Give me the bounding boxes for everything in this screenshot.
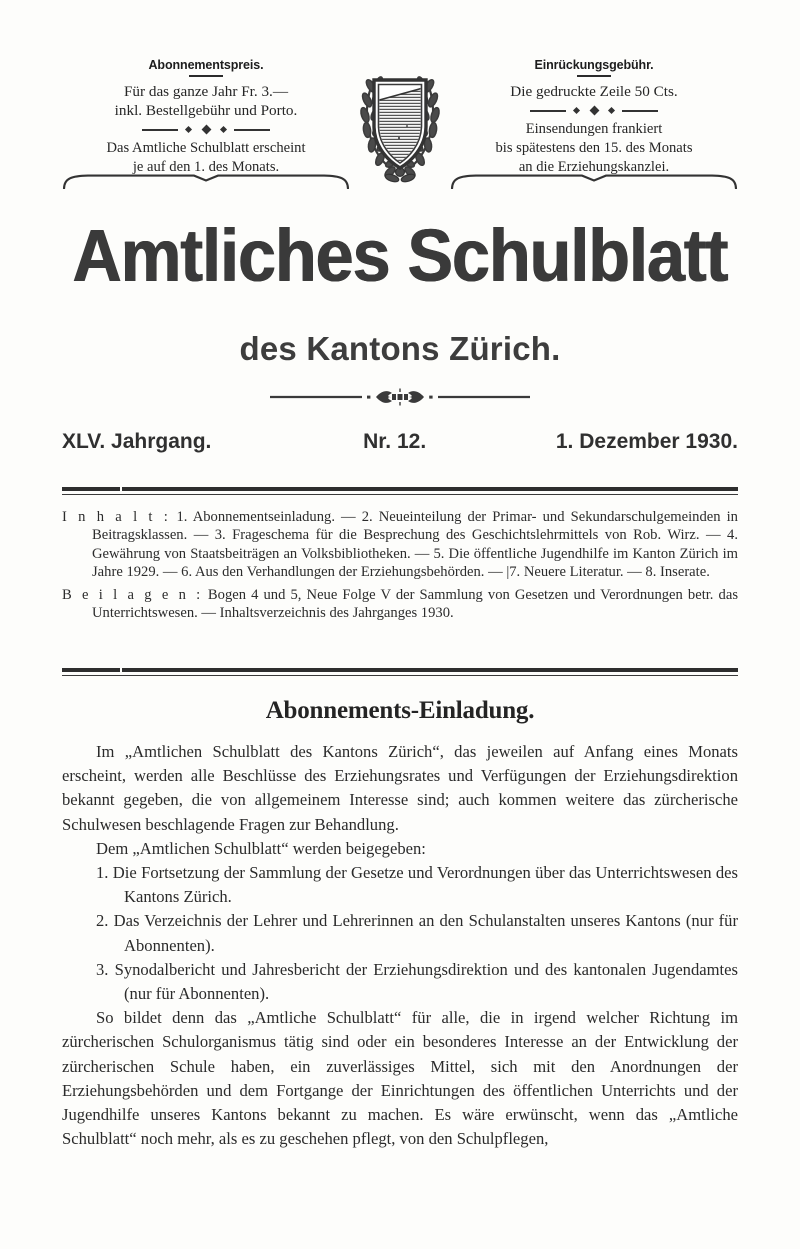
contents-block <box>62 508 738 626</box>
inhalt-label: I n h a l t : <box>62 509 171 525</box>
insertion-fee-heading: Einrückungsgebühr. <box>534 58 654 72</box>
fleuron-divider <box>0 388 800 411</box>
submission-note-line-3: an die Erziehungskanzlei. <box>518 159 670 175</box>
list-item-text: Synodalbericht und Jahresbericht der Erziehungsdirektion und des kantonalen Jugendamtes (nur für Abonnenten). <box>114 959 738 1004</box>
volume-label: XLV. Jahrgang. <box>62 430 212 453</box>
contents-beilagen <box>62 586 738 623</box>
publication-schedule-line-2: je auf den 1. des Monats. <box>132 159 280 175</box>
article-paragraph-3: So bildet denn das „Amtliche Schulblatt“ für alle, die in irgend welcher Richtung im zürcherischen Schulorganismus tätig sind oder ein besonderes Interesse an der Entwicklung der zürcherischen Schule haben, ein zuverlässiges Mittel, sich mit den Anordnungen der Erziehungsbehörden und dem Fortgange der Einrichtungen des öffentlichen Unterrichts und der Jugendhilfe unseres Kantons bekannt zu machen. Es wäre erwünscht, wenn das „Amtliche Schulblatt“ noch mehr, als es zu geschehen pflegt, von den Schulpflegen, <box>62 1008 738 1149</box>
list-item <box>62 861 738 909</box>
issue-date: 1. Dezember 1930. <box>555 430 738 453</box>
masthead <box>62 58 738 206</box>
article-body <box>62 740 738 1151</box>
list-item <box>62 909 738 957</box>
article-title: Abonnements-Einladung. <box>265 697 535 724</box>
issue-number: Nr. 12. <box>363 430 427 453</box>
article-paragraph-2: Dem „Amtlichen Schulblatt“ werden beigegeben: <box>96 838 426 858</box>
beilagen-label: B e i l a g e n : <box>62 586 203 603</box>
short-rule-divider <box>189 75 223 77</box>
contents-inhalt <box>62 508 738 582</box>
list-item-number: 3. <box>96 959 109 979</box>
list-item-text: Die Fortsetzung der Sammlung der Gesetze und Verordnungen über das Unterrichtswesen des Kantons Zürich. <box>112 863 738 907</box>
page-subtitle: des Kantons Zürich. <box>239 330 561 367</box>
beilagen-text: Bogen 4 und 5, Neue Folge V der Sammlung von Gesetzen und Verordnungen betr. das Unterrichtswesen. — Inhaltsverzeichnis des Jahrganges 1930. <box>92 586 738 622</box>
issue-line <box>62 430 738 454</box>
article-paragraph-1: Im „Amtlichen Schulblatt des Kantons Zürich“, das jeweilen auf Anfang eines Monats erscheint, werden alle Beschlüsse des Erziehungsrates und Verfügungen der Erziehungsdirektion bekannt gegeben, die von allgemeinem Interesse sind; auch kommen weitere das zürcherische Schulwesen beschlagende Fragen zur Behandlung. <box>62 742 738 834</box>
zurich-coat-of-arms-icon <box>352 60 448 188</box>
masthead-right-column <box>450 58 738 191</box>
submission-note-line-2: bis spätestens den 15. des Monats <box>495 140 693 156</box>
subscription-price-heading: Abonnementspreis. <box>148 58 264 72</box>
dash-dot-ornament <box>142 124 270 136</box>
short-rule-divider <box>577 75 611 77</box>
list-item <box>62 958 738 1006</box>
masthead-left-column <box>62 58 350 191</box>
masthead-brace-divider <box>62 173 350 191</box>
subscription-price-line-2: inkl. Bestellgebühr und Porto. <box>114 102 298 119</box>
article-list <box>62 861 738 1006</box>
masthead-brace-divider <box>450 173 738 191</box>
subscription-price-line-1: Für das ganze Jahr Fr. 3.— <box>123 83 289 100</box>
list-item-number: 2. <box>96 911 109 931</box>
page-title: Amtliches Schulblatt <box>72 214 728 297</box>
list-item-text: Das Verzeichnis der Lehrer und Lehrerinnen an den Schulanstalten unseres Kantons (nur für Abonnenten). <box>113 911 738 955</box>
rule-below-contents <box>62 668 738 676</box>
dash-dot-ornament <box>530 105 658 117</box>
list-item-number: 1. <box>96 863 109 883</box>
submission-note-line-1: Einsendungen frankiert <box>525 121 663 137</box>
rule-above-contents <box>62 487 738 495</box>
publication-schedule-line-1: Das Amtliche Schulblatt erscheint <box>106 140 306 156</box>
insertion-fee-line-1: Die gedruckte Zeile 50 Cts. <box>510 83 678 100</box>
inhalt-text: 1. Abonnementseinladung. — 2. Neueinteilung der Primar- und Sekundarschulgemeinden in Beitragsklassen. — 3. Frageschema für die Besprechung des Geschichtslehrmittels von Rob. Wirz. — 4. Gewährung von Staatsbeiträgen an Volksbibliotheken. — 5. Die öffentliche Jugendhilfe im Kanton Zürich im Jahre 1929. — 6. Aus den Verhandlungen der Erziehungsbehörden. — |7. Neuere Literatur. — 8. Inserate. <box>92 509 738 581</box>
